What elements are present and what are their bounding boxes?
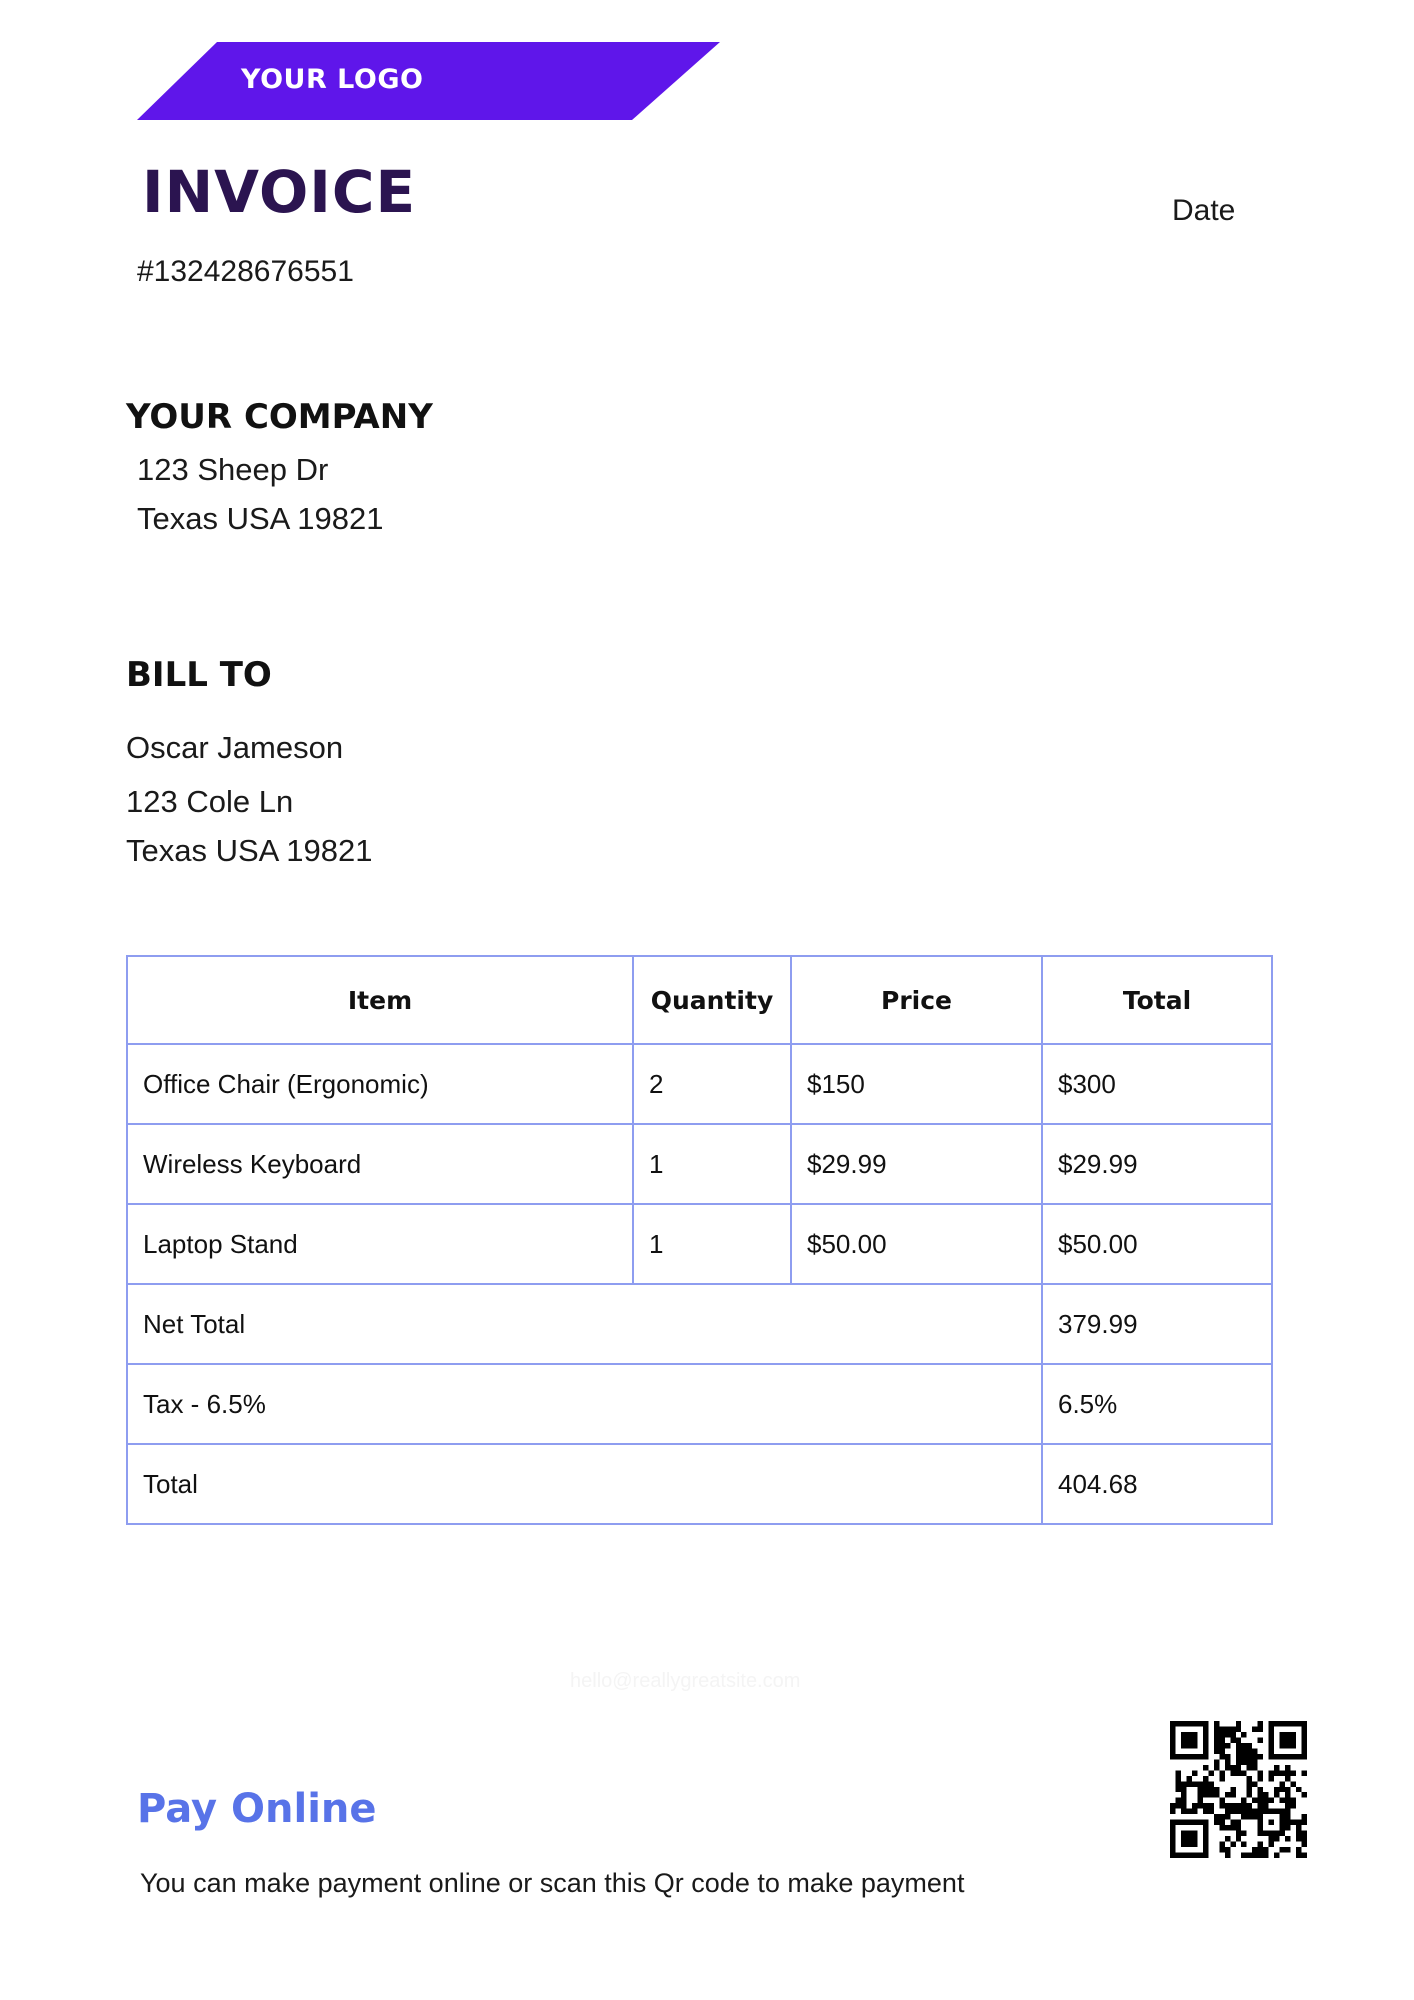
quantity-cell: 2 <box>633 1044 791 1124</box>
bill-to-city: Texas USA 19821 <box>126 833 373 868</box>
summary-row-tax <box>127 1364 1272 1444</box>
logo-text: YOUR LOGO <box>241 64 424 95</box>
table-row <box>127 1044 1272 1124</box>
item-cell: Office Chair (Ergonomic) <box>127 1044 633 1124</box>
company-address-line-2: Texas USA 19821 <box>137 501 384 536</box>
summary-value: 379.99 <box>1042 1284 1272 1364</box>
price-cell: $29.99 <box>791 1124 1042 1204</box>
header-price: Price <box>791 956 1042 1044</box>
price-cell: $50.00 <box>791 1204 1042 1284</box>
header-item: Item <box>127 956 633 1044</box>
pay-online-text: You can make payment online or scan this Qr code to make payment <box>140 1868 965 1898</box>
company-name: YOUR COMPANY <box>126 397 433 437</box>
table-header-row <box>127 956 1272 1044</box>
quantity-cell: 1 <box>633 1204 791 1284</box>
pay-online-heading: Pay Online <box>137 1786 377 1832</box>
summary-row-total <box>127 1444 1272 1524</box>
faint-email-text: hello@reallygreatsite.com <box>570 1670 801 1692</box>
total-cell: $50.00 <box>1042 1204 1272 1284</box>
summary-value: 404.68 <box>1042 1444 1272 1524</box>
table-row <box>127 1204 1272 1284</box>
logo-banner <box>137 42 720 120</box>
item-cell: Wireless Keyboard <box>127 1124 633 1204</box>
total-cell: $29.99 <box>1042 1124 1272 1204</box>
summary-label: Total <box>127 1444 1042 1524</box>
header-total: Total <box>1042 956 1272 1044</box>
summary-label: Tax - 6.5% <box>127 1364 1042 1444</box>
summary-value: 6.5% <box>1042 1364 1272 1444</box>
price-cell: $150 <box>791 1044 1042 1124</box>
company-address-line-1: 123 Sheep Dr <box>137 452 329 487</box>
total-cell: $300 <box>1042 1044 1272 1124</box>
header-quantity: Quantity <box>633 956 791 1044</box>
bill-to-name: Oscar Jameson <box>126 730 344 765</box>
bill-to-street: 123 Cole Ln <box>126 784 294 819</box>
summary-label: Net Total <box>127 1284 1042 1364</box>
invoice-number: #132428676551 <box>137 255 354 288</box>
logo-banner-shape <box>137 42 720 120</box>
quantity-cell: 1 <box>633 1124 791 1204</box>
invoice-title: INVOICE <box>142 158 417 226</box>
item-cell: Laptop Stand <box>127 1204 633 1284</box>
qr-code-icon <box>1170 1721 1307 1858</box>
date-label: Date <box>1172 194 1236 227</box>
invoice-table <box>126 955 1273 1525</box>
table-row <box>127 1124 1272 1204</box>
summary-row-net-total <box>127 1284 1272 1364</box>
bill-to-heading: BILL TO <box>126 655 272 695</box>
